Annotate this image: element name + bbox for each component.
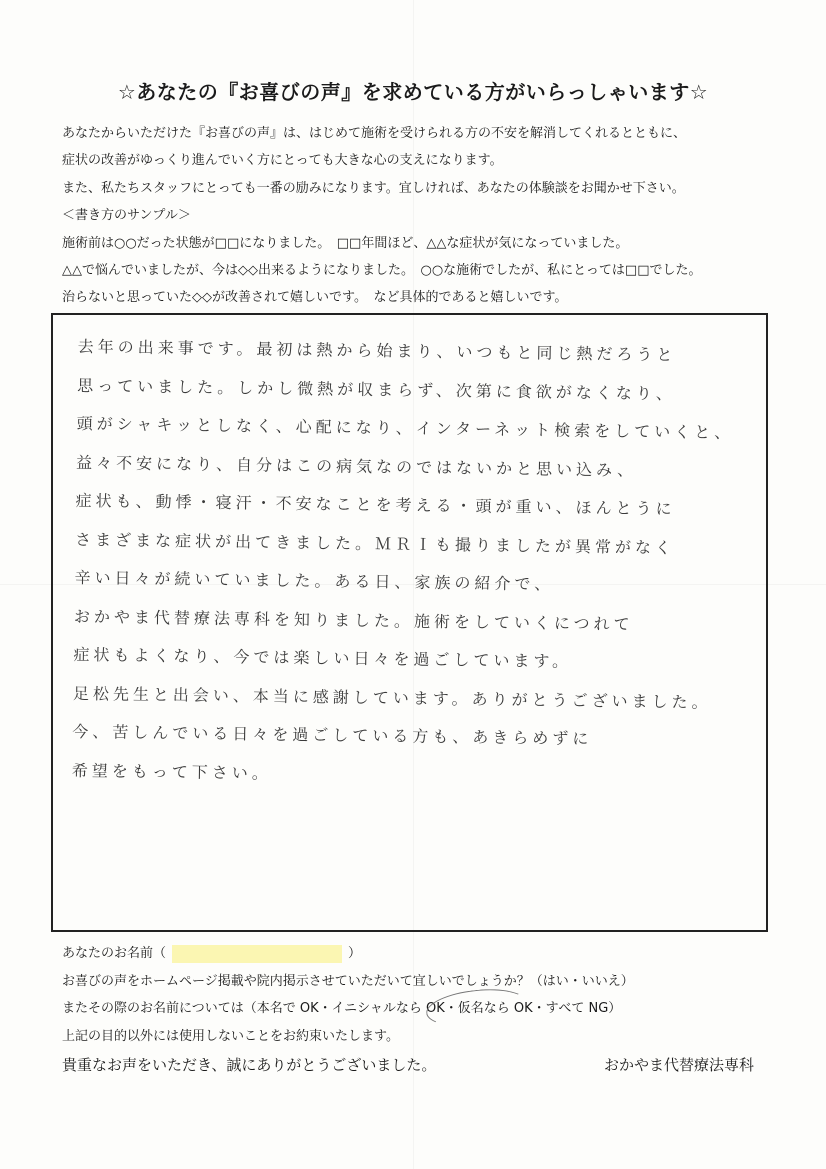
handwritten-line: 希望をもって下さい。 xyxy=(71,760,272,783)
intro-line: あなたからいただけた『お喜びの声』は、はじめて施術を受けられる方の不安を解消してくれるとともに、 xyxy=(62,126,687,141)
consent-form xyxy=(62,940,782,1050)
privacy-note: 上記の目的以外には使用しないことをお約束いたします。 xyxy=(62,1028,399,1044)
sample-line: 施術前は○○だった状態が□□になりました。 □□年間ほど、△△な症状が気になっていました。 xyxy=(62,235,629,251)
closing-thanks: 貴重なお声をいただき、誠にありがとうございました。 xyxy=(62,1056,437,1074)
intro-line: 症状の改善がゆっくり進んでいく方にとっても大きな心の支えになります。 xyxy=(62,153,503,169)
name-close: ） xyxy=(348,946,362,961)
page-title: ☆あなたの『お喜びの声』を求めている方がいらっしゃいます☆ xyxy=(117,80,709,104)
handwritten-line: 益々不安になり、自分はこの病気なのではないかと思い込み、 xyxy=(75,452,638,480)
sample-heading: ＜書き方のサンプル＞ xyxy=(62,208,191,224)
intro-line: また、私たちスタッフにとっても一番の励みになります。宜しければ、あなたの体験談をお聞かせ下さい。 xyxy=(62,180,685,196)
clinic-name: おかやま代替療法専科 xyxy=(603,1056,754,1074)
name-policy: またその際のお名前については（本名で OK・イニシャルなら OK・仮名なら OK・すべて NG） xyxy=(62,1001,622,1016)
handwritten-line: 症状もよくなり、今では楽しい日々を過ごしています。 xyxy=(73,644,573,671)
handwritten-line: 去年の出来事です。最初は熱から始まり、いつもと同じ熱だろうと xyxy=(77,336,677,365)
handwritten-line: 思っていました。しかし微熱が収まらず、次第に食欲がなくなり、 xyxy=(77,375,677,403)
sample-line: 治らないと思っていた◇◇が改善されて嬉しいです。 など具体的であると嬉しいです。 xyxy=(62,290,568,306)
handwritten-line: 足松先生と出会い、本当に感謝しています。ありがとうございました。 xyxy=(72,683,712,712)
publish-question: お喜びの声をホームページ掲載や院内掲示させていただいて宜しいでしょうか？（はい・いいえ） xyxy=(62,973,634,989)
intro-text xyxy=(62,120,782,312)
handwritten-line: 頭がシャキッとしなく、心配になり、インターネット検索をしていくと、 xyxy=(76,413,735,443)
handwritten-line: 辛い日々が続いていました。ある日、家族の紹介で、 xyxy=(74,567,555,594)
handwritten-testimonial xyxy=(72,328,768,800)
name-redacted-field xyxy=(172,945,342,963)
sample-line: △△で悩んでいましたが、今は◇◇出来るようになりました。 ○○な施術でしたが、私にとっては□□でした。 xyxy=(62,263,702,279)
name-label: あなたのお名前（ xyxy=(62,946,167,961)
name-row xyxy=(62,940,782,968)
handwritten-line: さまざまな症状が出てきました。ＭＲＩも撮りましたが異常がなく xyxy=(74,529,676,557)
handwritten-line: 今、苦しんでいる日々を過ごしている方も、あきらめずに xyxy=(72,721,593,749)
handwritten-line: 症状も、動悸・寝汗・不安なことを考える・頭が重い、ほんとうに xyxy=(75,490,676,519)
handwritten-line: おかやま代替療法専科を知りました。施術をしていくにつれて xyxy=(73,606,634,634)
